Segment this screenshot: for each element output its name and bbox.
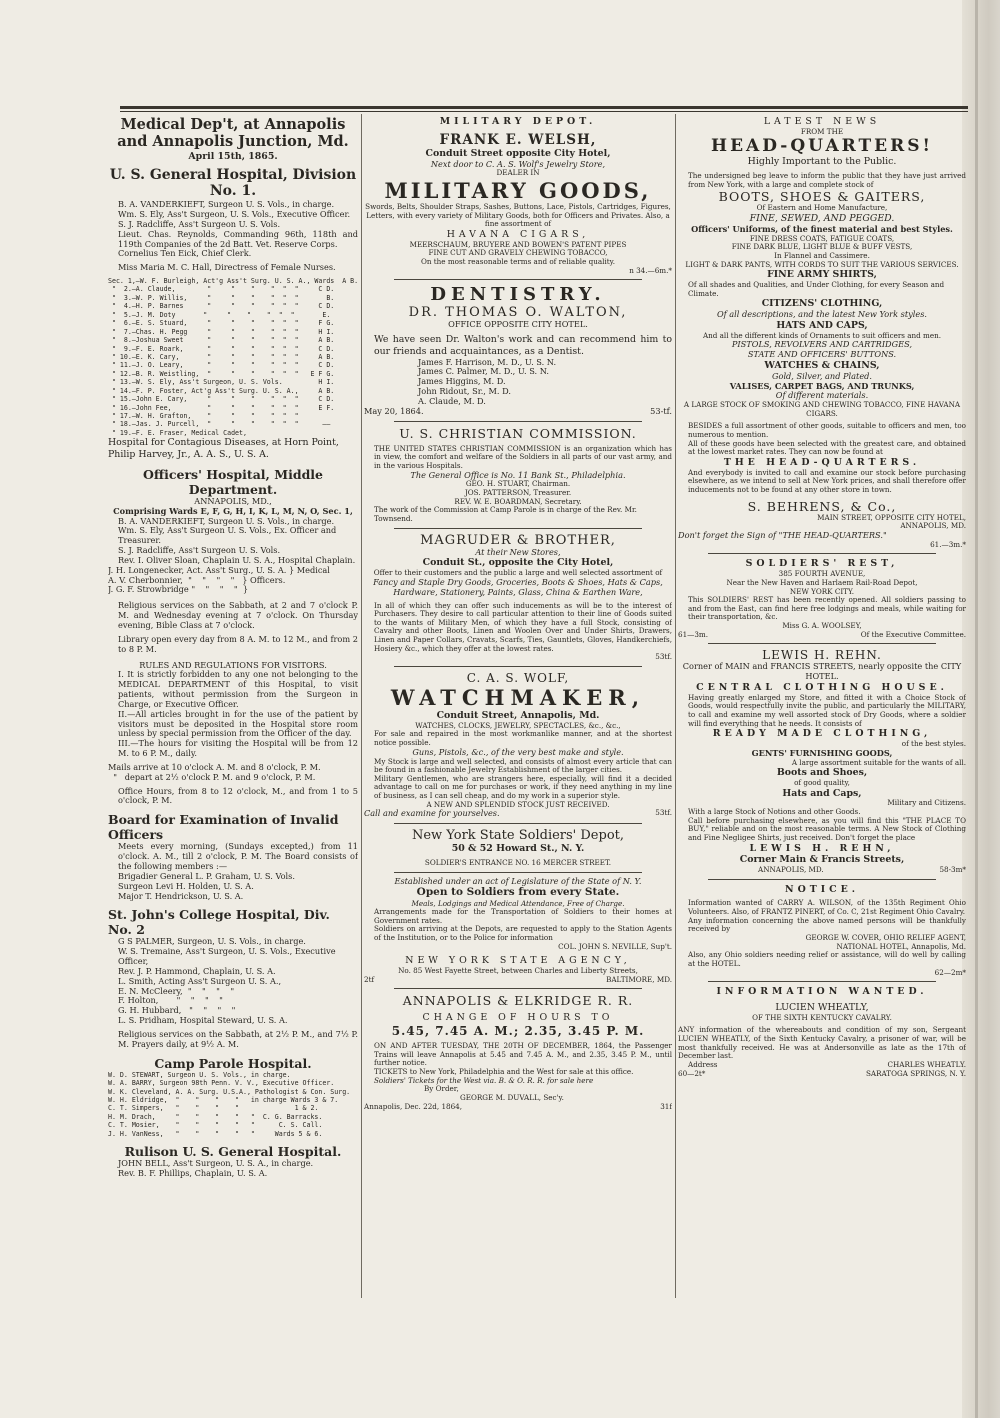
wolf-new: A NEW AND SPLENDID STOCK JUST RECEIVED. [426,799,610,809]
walton-ref: James F. Harrison, M. D., U. S. N. [418,356,557,367]
welsh-desc: Swords, Belts, Shoulder Straps, Sashes, Buttons, Lace, Pistols, Cartridges, Figures, Letters, with every variety of Military Goods, both for Officers and Privates. Also, a fine assortment of [365,201,671,229]
rehn2-footer [678,866,966,875]
hq-boots: BOOTS, SHOES & GAITERS, [718,189,926,205]
walton-footer [364,407,672,417]
notice-hotel: NATIONAL HOTEL, Annapolis, Md. [836,941,966,951]
nyd-title: New York State Soldiers' Depot, [411,828,625,844]
welsh-cigars: HAVANA CIGARS, [446,228,590,240]
magruder-title: MAGRUDER & BROTHER, [420,532,616,548]
rest-title: SOLDIERS' REST, [745,558,899,570]
walton-date: May 20, 1864. [364,405,424,416]
rr-hours: 5.45, 7.45 A. M.; 2.35, 3.45 P. M. [391,1024,645,1039]
best-styles: of the best styles. [901,739,966,749]
hq-tobacco: A LARGE STOCK OF SMOKING AND CHEWING TOBACCO, FINE HAVANA CIGARS. [683,400,961,418]
rr-soldiers: Soldiers' Tickets for the West via. B. & O. R. R. for sale here [374,1075,594,1085]
usc-officer: REV. W. E. BOARDMAN, Secretary. [454,496,582,506]
notice-text: Information wanted of CARRY A. WILSON, of the 135th Regiment Ohio Volunteers. Also, of FRANTZ PINERT, of Co. C, 21st Regiment Ohio Cavalry. [688,898,966,917]
notice-sign: GEORGE W. COVER, OHIO RELIEF AGENT, [805,933,966,943]
highly-important: Highly Important to the Public. [747,156,897,168]
welsh-name: FRANK E. WELSH, [439,131,597,148]
military-citizens: Military and Citizens. [887,798,966,808]
top-rule-thin [120,111,968,112]
oh-line: J. H. Longenecker, Act. Ass't Surg., U. S. A. } Medical [108,564,330,575]
good-quality: of good quality, [794,777,850,787]
gh-line: S. J. Radcliffe, Ass't Surgeon U. S. Vols. [118,218,281,229]
rest-sign2: Of the Executive Committee. [860,629,966,639]
info-wanted: INFORMATION WANTED. [716,986,928,998]
nyd-address: 50 & 52 Howard St., N. Y. [451,843,585,855]
hq-descriptions: Of all descriptions, and the latest New York styles. [716,309,928,319]
board-member: Brigadier General L. P. Graham, U. S. Vols. [118,870,295,881]
sj-line: E. N. McCleery, " " " " [118,985,235,996]
wheatly-sign: CHARLES WHEATLY. [887,1059,966,1069]
usc-officer: JOS. PATTERSON, Treasurer. [464,488,572,498]
gh-line: B. A. VANDERKIEFT, Surgeon U. S. Vols., in charge. [118,199,335,210]
rule-item: III.—The hours for visiting the Hospital will be from 12 M. to 6 P. M., daily. [118,738,358,759]
walton-office: OFFICE OPPOSITE CITY HOTEL. [448,319,588,330]
rehn-corner: Corner of MAIN and FRANCIS STREETS, nearly opposite the CITY HOTEL. [682,661,962,682]
mails-info: Mails arrive at 10 o'clock A. M. and 8 o'clock, P. M. " depart at 2½ o'clock P. M. and 9 o'clock, P. M. [108,761,321,782]
welsh-dealer: DEALER IN [496,168,540,178]
gents-sub: A large assortment suitable for the wants of all. [791,757,966,767]
sj-line: L. S. Pridham, Hospital Steward, U. S. A. [118,1015,288,1026]
ready-made: READY MADE CLOTHING, [712,728,932,740]
column-ads-right [678,116,966,1302]
board-text: Meets every morning, (Sundays excepted,) from 11 o'clock. A. M., till 2 o'clock, P. M. The Board consists of the following members :— [118,841,358,871]
welsh-goods: MILITARY GOODS, [384,177,652,203]
hq-uniforms: Officers' Uniforms, of the finest material and best Styles. [691,223,953,234]
oh-line: S. J. Radcliffe, Ass't Surgeon U. S. Vols. [118,545,281,556]
gh-line: Wm. S. Ely, Ass't Surgeon, U. S. Vols., Executive Officer. [118,208,351,219]
rehn2-corner: Corner Main & Francis Streets, [739,854,905,866]
usc-office: The General Office is No. 11 Bank St., Philadelphia. [410,469,626,480]
hq-materials: Of different materials. [775,390,869,401]
call-before: Call before purchasing elsewhere, as you will find this "THE PLACE TO BUY," reliable and on the most reasonable terms. A New Stock of Clothing and Fine Negligee Shirts, just received. Don't forget the place [688,815,966,842]
rehn2-city: ANNAPOLIS, MD. [758,865,824,875]
behrens-address: MAIN STREET, OPPOSITE CITY HOTEL, [817,512,966,522]
nyd-footer [364,976,672,985]
head-quarters: HEAD-QUARTERS! [711,136,933,157]
walton-ref: James C. Palmer, M. D., U. S. N. [418,366,550,377]
nyd-meals: Meals, Lodgings and Medical Attendance, Free of Charge. [411,898,625,908]
magruder-address: Conduit St., opposite the City Hotel, [422,557,614,569]
nyd-open: Open to Soldiers from every State. [416,886,620,899]
notions: With a large Stock of Notions and other Goods. [688,807,861,817]
usc-text: THE UNITED STATES CHRISTIAN COMMISSION is an organization which has in view, the comfort and welfare of the Soldiers in all parts of our vast army, and in the various Hospitals. [374,443,672,470]
magruder-goods: Fancy and Staple Dry Goods, Groceries, Boots & Shoes, Hats & Caps, Hardware, Stationery, Paints, Glass, China & Earthen Ware, [373,576,663,597]
wolf-address: Conduit Street, Annapolis, Md. [436,710,600,721]
wolf-trade: WATCHMAKER, [390,685,646,710]
wheatly-text: ANY information of the whereabouts and condition of my son, Sergeant LUCIEN WHEATLY, of the Sixth Kentucky Cavalry, a prisoner of war, will be most thankfully received. He was at Andersonville as late as the 17th of December last. [678,1025,966,1061]
gh-line: Miss Maria M. C. Hall, Directress of Female Nurses. [118,262,336,273]
cp-staff: W. D. STEWART, Surgeon U. S. Vols., in charge. W. A. BARRY, Surgeon 98th Penn. V. V., Executive Officer. W. K. Cleveland, A. A. Surg. U.S.A., Pathologist & Con. Surg. W. H. Eldridge, " " " " in charge Wards 3 & 7. C. T. Simpers, " " " " 1 & 2. H. M. Drach, " " " " " C. G. Barracks. C. T. Mosier, " " " " " C. S. Call. J. H. VanNess, " " " " " Wards 5 & 6. [108,1070,351,1138]
hq-citizens: CITIZENS' CLOTHING, [761,298,883,310]
hq-invite: And everybody is invited to call and examine our stock before purchasing elsewhere, as we intend to sell at New York prices, and shall therefore offer inducements not to be found at any other store in town. [688,467,966,495]
column-divider-1 [361,114,362,1298]
nyd-text2: Soldiers on arriving at the Depots, are requested to apply to the Station Agents of the Institution, or to the Police for information [374,924,672,943]
rest-footer [678,631,966,640]
oh-line: B. A. VANDERKIEFT, Surgeon U. S. Vols., in charge. [118,515,335,526]
rr-sign: GEORGE M. DUVALL, Sec'y. [460,1093,564,1103]
hq-shirts: FINE ARMY SHIRTS, [767,269,877,281]
column-divider-2 [675,114,676,1298]
wolf-name: C. A. S. WOLF, [466,671,570,685]
nyd-established: Established under an act of Legislature of the State of N. Y. [394,875,642,886]
welsh-tobacco: FINE CUT AND GRAVELY CHEWING TOBACCO, [428,248,608,258]
oh-wards: Comprising Wards E, F, G, H, I, K, L, M, N, O, Sec. 1, [113,505,353,516]
wolf-footer [364,809,672,819]
welsh-pipes: MEERSCHAUM, BRUYERE AND BOWEN'S PATENT PIPES [409,239,627,249]
behrens-name: S. BEHRENS, & Co., [747,498,897,514]
wolf-code: 53tf. [655,808,672,818]
welsh-next: Next door to C. A. S. Wolf's Jewelry Store, [430,158,606,169]
oh-line: Wm. S. Ely, Ass't Surgeon U. S. Vols., Ex. Officer and Treasurer. [118,525,337,546]
rehn2-name: LEWIS H. REHN, [749,842,895,854]
welsh-address: Conduit Street opposite City Hotel, [425,147,611,159]
oh-line: J. G. F. Strowbridge " " " " } [108,584,249,595]
gutter-line [975,0,978,1418]
contagious-hospital: Hospital for Contagious Diseases, at Horn Point, Philip Harvey, Jr., A. A. S., U. S. A. [108,437,339,461]
wheatly-footer [678,1070,966,1079]
nyd-agency: NEW YORK STATE AGENCY, [405,955,631,967]
top-rule [120,106,968,109]
behrens-code: 61.—3m.* [930,539,966,549]
wolf-sale: For sale and repaired in the most workmanlike manner, and at the shortest notice possible. [374,729,672,748]
sj-title: St. John's College Hospital, Div. No. 2 [108,907,330,938]
usc-officer: GEO. H. STUART, Chairman. [465,479,571,489]
notice-text3: Also, any Ohio soldiers needing relief or assistance, will do well by calling at the HOTEL. [688,950,966,968]
rest-address: 385 FOURTH AVENUE, [778,569,866,579]
hq-selected: All of these goods have been selected with the greatest care, and obtained at the lowest market rates. They can now be found at [688,438,966,457]
gents-goods: GENTS' FURNISHING GOODS, [751,747,893,758]
wards-table: Sec. 1,—W. F. Burleigh, Act'g Ass't Surg. U. S. A., Wards A B. " 2.—A. Claude, " " " " " " C D. " 3.—W. P. Willis, " " " " " " B. " 4.—H. P. Barnes " " " " " " C D. " 5.—J. M. Doty " " " " " " E. " 6.—E. S. Stuard, " " " " " " F G. " 7.—Chas. H. Pegg " " " " " " H I. " 8.—Joshua Sweet " " " " " " A B. " 9.—F. E. Roark, " " " " " " C D. " 10.—E. K. Cary, " " " " " " A B. " 11.—J. O. Leary, " " " " " " C D. " 12.—B. R. Weistling, " " " " " " E F G. " 13.—W. S. Ely, Ass't Surgeon, U. S. Vols. H I. " 14.—F. P. Foster, Act'g Ass't Surg. U. S. A., A B. " 15.—John E. Cary, " " " " " " C D. " 16.—John Fee, " " " " " " E F. " 17.—W. H. Grafton, " " " " " " " 18.—Jas. J. Purcell, " " " " " " —— " 19.—F. E. Fraser, Medical Cadet, [108,277,358,437]
central-clothing: CENTRAL CLOTHING HOUSE. [696,682,948,694]
hq-vests: FINE DARK BLUE, LIGHT BLUE & BUFF VESTS, [731,242,913,252]
hq-eastern: Of Eastern and Home Manufacture, [756,203,888,213]
rr-order: By Order, [424,1084,459,1094]
sj-line: L. Smith, Acting Ass't Surgeon U. S. A., [118,975,282,986]
sj-religious: Religious services on the Sabbath, at 2½ P. M., and 7½ P. M. Prayers daily, at 9½ A. M. [118,1028,358,1049]
hq-flannel: In Flannel and Cassimere. [774,250,870,260]
wheatly-regiment: OF THE SIXTH KENTUCKY CAVALRY. [752,1012,892,1022]
nyd-code: 2tf [364,974,375,984]
column-medical [108,116,358,1302]
rules-title: RULES AND REGULATIONS FOR VISITORS. [139,659,327,670]
boots-shoes: Boots and Shoes, [776,767,868,779]
board-title: Board for Examination of Invalid Officers [108,812,339,843]
walton-ref: John Ridout, Sr., M. D. [418,386,511,397]
wheatly-name: LUCIEN WHEATLY, [775,1001,869,1013]
rest-city: NEW YORK CITY. [789,586,855,596]
hq-buttons: STATE AND OFFICERS' BUTTONS. [747,349,897,360]
page-edge [962,0,1000,1418]
hq-valises: VALISES, CARPET BAGS, AND TRUNKS, [729,380,915,391]
nyd-sign: COL. JOHN S. NEVILLE, Sup't. [558,941,672,951]
magruder-offer: Offer to their customers and the public a large and well selected assortment of [373,568,663,578]
oh-title: Officers' Hospital, Middle Department. [142,466,324,497]
wheatly-place: SARATOGA SPRINGS, N. Y. [865,1068,966,1078]
sj-line: F. Holton, " " " " [118,995,223,1006]
oh-place: ANNAPOLIS, MD., [194,495,272,506]
wheatly-address: Address [688,1059,718,1069]
hq-dress-coats: FINE DRESS COATS, FATIGUE COATS, [749,233,895,243]
hq-besides: BESIDES a full assortment of other goods, suitable to officers and men, too numerous to mention. [688,421,966,440]
rest-text: This SOLDIERS' REST has been recently opened. All soldiers passing to and from the East, can find here free lodgings and meals, while waiting for their transportation, &c. [688,595,966,622]
dentistry-heading: DENTISTRY. [430,284,606,306]
nyd-text: Arrangements made for the Transportation of Soldiers to their homes at Government rates. [374,907,672,925]
from-the: FROM THE [800,126,844,136]
latest-news: LATEST NEWS [763,116,881,127]
rest-near: Near the New Haven and Harlaem Rail-Road Depot, [726,577,918,587]
rehn2-code: 58-3m* [939,865,966,875]
magruder-sub: At their New Stores, [475,546,561,557]
rr-code: 31f [660,1101,672,1111]
hats-caps: Hats and Caps, [782,787,862,799]
gh-line: Lieut. Chas. Reynolds, Commanding 96th, 118th and 119th Companies of the 2d Batt. Vet. Reserve Corps. [118,228,358,249]
walton-ref: James Higgins, M. D. [418,376,506,387]
rest-code: 61—3m. [678,629,709,639]
welsh-code: n 34.—6m.* [629,265,672,275]
rr-title: ANNAPOLIS & ELKRIDGE R. R. [402,993,634,1009]
rehn-name: LEWIS H. REHN. [762,648,882,663]
rr-tickets: TICKETS to New York, Philadelphia and the West for sale at this office. [374,1067,634,1077]
sj-line: G S PALMER, Surgeon, U. S. Vols., in charge. [118,936,306,947]
rulison-line: Rev. B. F. Phillips, Chaplain, U. S. A. [118,1168,268,1178]
walton-ref: A. Claude, M. D. [418,395,486,406]
nyd-agency-city: BALTIMORE, MD. [606,974,672,984]
welsh-terms: On the most reasonable terms and of reliable quality. [420,256,616,266]
magruder-code: 53tf. [655,652,672,662]
oh-line: A. V. Cherbonnier, " " " " } Officers. [108,574,286,585]
nyd-entrance: SOLDIER'S ENTRANCE NO. 16 MERCER STREET. [424,857,612,867]
religious-services: Religious services on the Sabbath, at 2 and 7 o'clock P. M. and Wednesday evening at 7 o'clock. On Thursday evening, Bible Class at 7 o'clock. [118,600,358,630]
wolf-text: My Stock is large and well selected, and consists of almost every article that can be found in a fashionable Jewelry Establishment of the larger cities. [374,756,672,775]
hq-gold: Gold, Silver, and Plated. [771,370,873,381]
rulison-title: Rulison U. S. General Hospital. [124,1144,342,1160]
hq-fine-sewed: FINE, SEWED, AND PEGGED. [749,213,895,225]
oh-line: Rev. I. Oliver Sloan, Chaplain U. S. A., Hospital Chaplain. [118,554,356,565]
walton-code: 53-tf. [650,405,672,416]
military-depot-heading: MILITARY DEPOT. [439,116,597,127]
rr-footer [364,1103,672,1112]
rest-sign: Miss G. A. WOOLSEY, [782,621,862,631]
central-text: Having greatly enlarged my Store, and fitted it with a Choice Stock of Goods, would respectfully invite the public, and particularly the MILITARY, to call and examine my well assorted stock of Dry Goods, where a soldier will find everything that he needs. It consists of [688,692,966,728]
wolf-call: Call and examine for yourselves. [364,808,500,819]
walton-text: We have seen Dr. Walton's work and can recommend him to our friends and acquaintances, as a Dentist. [374,334,672,357]
hq-shades: Of all shades and Qualities, and Under Clothing, for every Season and Climate. [688,279,945,298]
wheatly-code: 60—2t* [678,1068,706,1078]
rule-item: I. It is strictly forbidden to any one not belonging to the MEDICAL DEPARTMENT of this Hospital, to visit patients, without permission from the Surgeon in Charge, or Executive Officer. [118,669,358,709]
cp-title: Camp Parole Hospital. [154,1055,312,1071]
walton-name: DR. THOMAS O. WALTON, [408,305,628,321]
wolf-guns: Guns, Pistols, &c., of the very best make and style. [412,746,624,757]
office-hours: Office Hours, from 8 to 12 o'clock, M., and from 1 to 5 o'clock, P. M. [118,785,358,806]
nyd-agency-address: No. 85 West Fayette Street, between Charles and Liberty Streets, [398,966,638,976]
notice-text2: Any information concerning the above named persons will be thankfully received by [688,915,966,934]
magruder-text: In all of which they can offer such inducements as will be to the interest of Purchasers. They desire to call particular attention to their line of Goods suited to the wants of Military Men, of which they have a full Stock, consisting of Cavalry and other Boots, Linen and Woolen Over and Under Shirts, Drawers, Linen and Paper Collars, Cravats, Scarfs, Ties, Gauntlets, Gloves, Handkerchiefs, Hosiery &c., which they offer at the lowest rates. [374,600,672,653]
notice-heading: NOTICE. [785,883,859,895]
gh-lines [108,200,358,273]
sj-line: W. S. Tremaine, Ass't Surgeon, U. S. Vols., Executive Officer, [118,946,336,967]
column-ads-middle [364,116,672,1302]
behrens-city: ANNAPOLIS, MD. [900,521,966,531]
medical-date: April 15th, 1865. [188,150,278,162]
gh-title: U. S. General Hospital, Division No. 1. [109,166,357,200]
sj-line: Rev. J. P. Hammond, Chaplain, U. S. A. [118,965,276,976]
sj-line: G. H. Hubbard, " " " " [118,1005,236,1016]
gh-line: Cornelius Ten Eick, Chief Clerk. [118,248,252,259]
hq-pistols: PISTOLS, REVOLVERS AND CARTRIDGES, [731,339,913,350]
hq-the-hq: THE HEAD-QUARTERS. [723,457,921,469]
usc-title: U. S. CHRISTIAN COMMISSION. [399,425,637,441]
rr-date: Annapolis, Dec. 22d, 1864, [364,1101,463,1111]
board-member: Major T. Hendrickson, U. S. A. [118,890,244,901]
hq-watches: WATCHES & CHAINS, [764,359,880,371]
usc-work: The work of the Commission at Camp Parole is in charge of the Rev. Mr. Townsend. [374,505,637,523]
rule-item: II.—All articles brought in for the use of the patient by visitors must be deposited in the Hospital store room unless by special permission from the Officer of the day. [118,708,358,739]
wolf-items: WATCHES, CLOCKS, JEWELRY, SPECTACLES, &c., &c., [415,720,621,730]
board-member: Surgeon Levi H. Holden, U. S. A. [118,880,254,891]
hq-ornaments: And all the different kinds of Ornaments to suit officers and men. [702,330,942,340]
hq-hats: HATS AND CAPS, [776,319,868,331]
medical-title: Medical Dep't, at Annapolis and Annapolis Junction, Md. [117,116,349,151]
rr-change: CHANGE OF HOURS TO [422,1012,614,1024]
rulison-line: JOHN BELL, Ass't Surgeon, U. S. A., in charge. [118,1158,314,1169]
wolf-text2: Military Gentlemen, who are strangers here, especially, will find it a decided advantage to call on me for purchases or work, if they need anything in my line of business, as I can sell cheap, and do my work in a superior style. [374,773,672,801]
rr-text: ON AND AFTER TUESDAY, THE 20TH OF DECEMBER, 1864, the Passenger Trains will leave Annapolis at 5.45 and 7.45 A. M., and 2.35, 3.45 P. M., until further notice. [374,1041,672,1068]
hq-pants: LIGHT & DARK PANTS, WITH CORDS TO SUIT THE VARIOUS SERVICES. [685,259,959,269]
hq-intro: The undersigned beg leave to inform the public that they have just arrived from New York, with a large and complete stock of [688,171,966,189]
behrens-dont-forget: Don't forget the Sign of "THE HEAD-QUARTERS." [678,530,887,540]
notice-code: 62—2m* [934,967,966,977]
library-hours: Library open every day from 8 A. M. to 12 M., and from 2 to 8 P. M. [118,633,358,654]
